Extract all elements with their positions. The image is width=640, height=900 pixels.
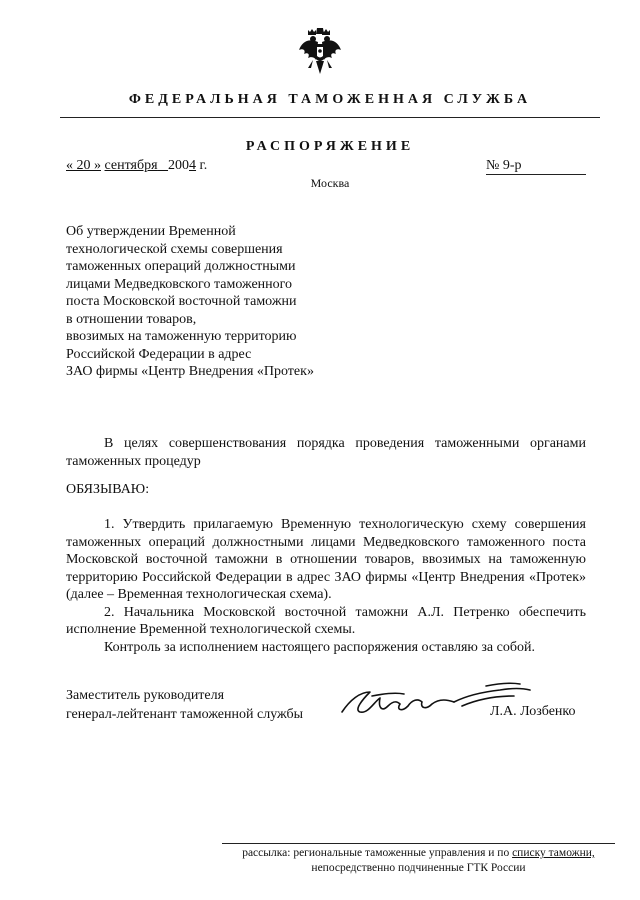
preamble-paragraph: В целях совершенствования порядка проведения таможенными органами таможенных процедур (66, 436, 586, 469)
distribution-text: региональные таможенные управления и по (293, 847, 513, 859)
header-divider (60, 117, 600, 118)
subject-line: ввозимых на таможенную территорию (66, 329, 297, 344)
date-day: 20 (76, 158, 91, 173)
distribution-list (222, 846, 615, 876)
signer-position-line: Заместитель руководителя (66, 688, 225, 703)
number-label: № (486, 158, 500, 173)
subject-line: лицами Медведковского таможенного (66, 276, 293, 292)
double-headed-eagle-icon (298, 28, 342, 78)
order-item-1: 1. Утвердить прилагаемую Временную технологическую схему совершения таможенных операций должностными лицами Медведковского таможенного поста Московской восточной таможни в отношении товаров, ввозимых на таможенную территорию Российской Федерации в адрес ЗАО фирмы «Центр Внедрения «Протек» (далее – Временная технологическая схема). (66, 517, 586, 602)
distribution-text-underlined: списку таможни, (512, 847, 595, 859)
document-date (66, 158, 207, 174)
subject-line: ЗАО фирмы «Центр Внедрения «Протек» (66, 364, 314, 379)
subject-line: поста Московской восточной таможни (66, 294, 297, 309)
date-year-suffix: г. (196, 158, 208, 173)
obligate-heading: ОБЯЗЫВАЮ: (66, 482, 150, 497)
document-number (486, 158, 586, 175)
order-items (66, 516, 586, 656)
distribution-line-2: непосредственно подчиненные ГТК России (311, 862, 526, 874)
date-month: сентября (104, 158, 158, 173)
subject-line: в отношении товаров, (66, 311, 197, 327)
footer-divider (222, 843, 615, 844)
document-type: РАСПОРЯЖЕНИЕ (245, 139, 415, 154)
date-close-quote: » (94, 158, 101, 173)
city: Москва (310, 176, 350, 190)
number-value: 9-р (502, 158, 522, 173)
signer-rank-line: генерал-лейтенант таможенной службы (66, 707, 304, 722)
subject-line: технологической схемы совершения (66, 241, 283, 257)
control-clause: Контроль за исполнением настоящего распоряжения оставляю за собой. (104, 639, 535, 655)
date-open-quote: « (66, 158, 73, 173)
agency-name: ФЕДЕРАЛЬНАЯ ТАМОЖЕННАЯ СЛУЖБА (128, 92, 532, 107)
date-year-digit: 4 (189, 158, 197, 173)
subject-line: Об утверждении Временной (66, 224, 236, 239)
subject-line: Российской Федерации в адрес (66, 346, 252, 362)
distribution-line-1 (222, 846, 615, 861)
signer-name: Л.А. Лозбенко (490, 704, 576, 719)
subject-line: таможенных операций должностными (66, 259, 296, 274)
document-subject (66, 223, 314, 381)
distribution-label: рассылка: (242, 847, 294, 859)
date-year-prefix: 200 (168, 158, 190, 173)
signer-position (66, 686, 303, 724)
order-item-2: 2. Начальника Московской восточной таможни А.Л. Петренко обеспечить исполнение Временной технологической схемы. (66, 604, 586, 637)
